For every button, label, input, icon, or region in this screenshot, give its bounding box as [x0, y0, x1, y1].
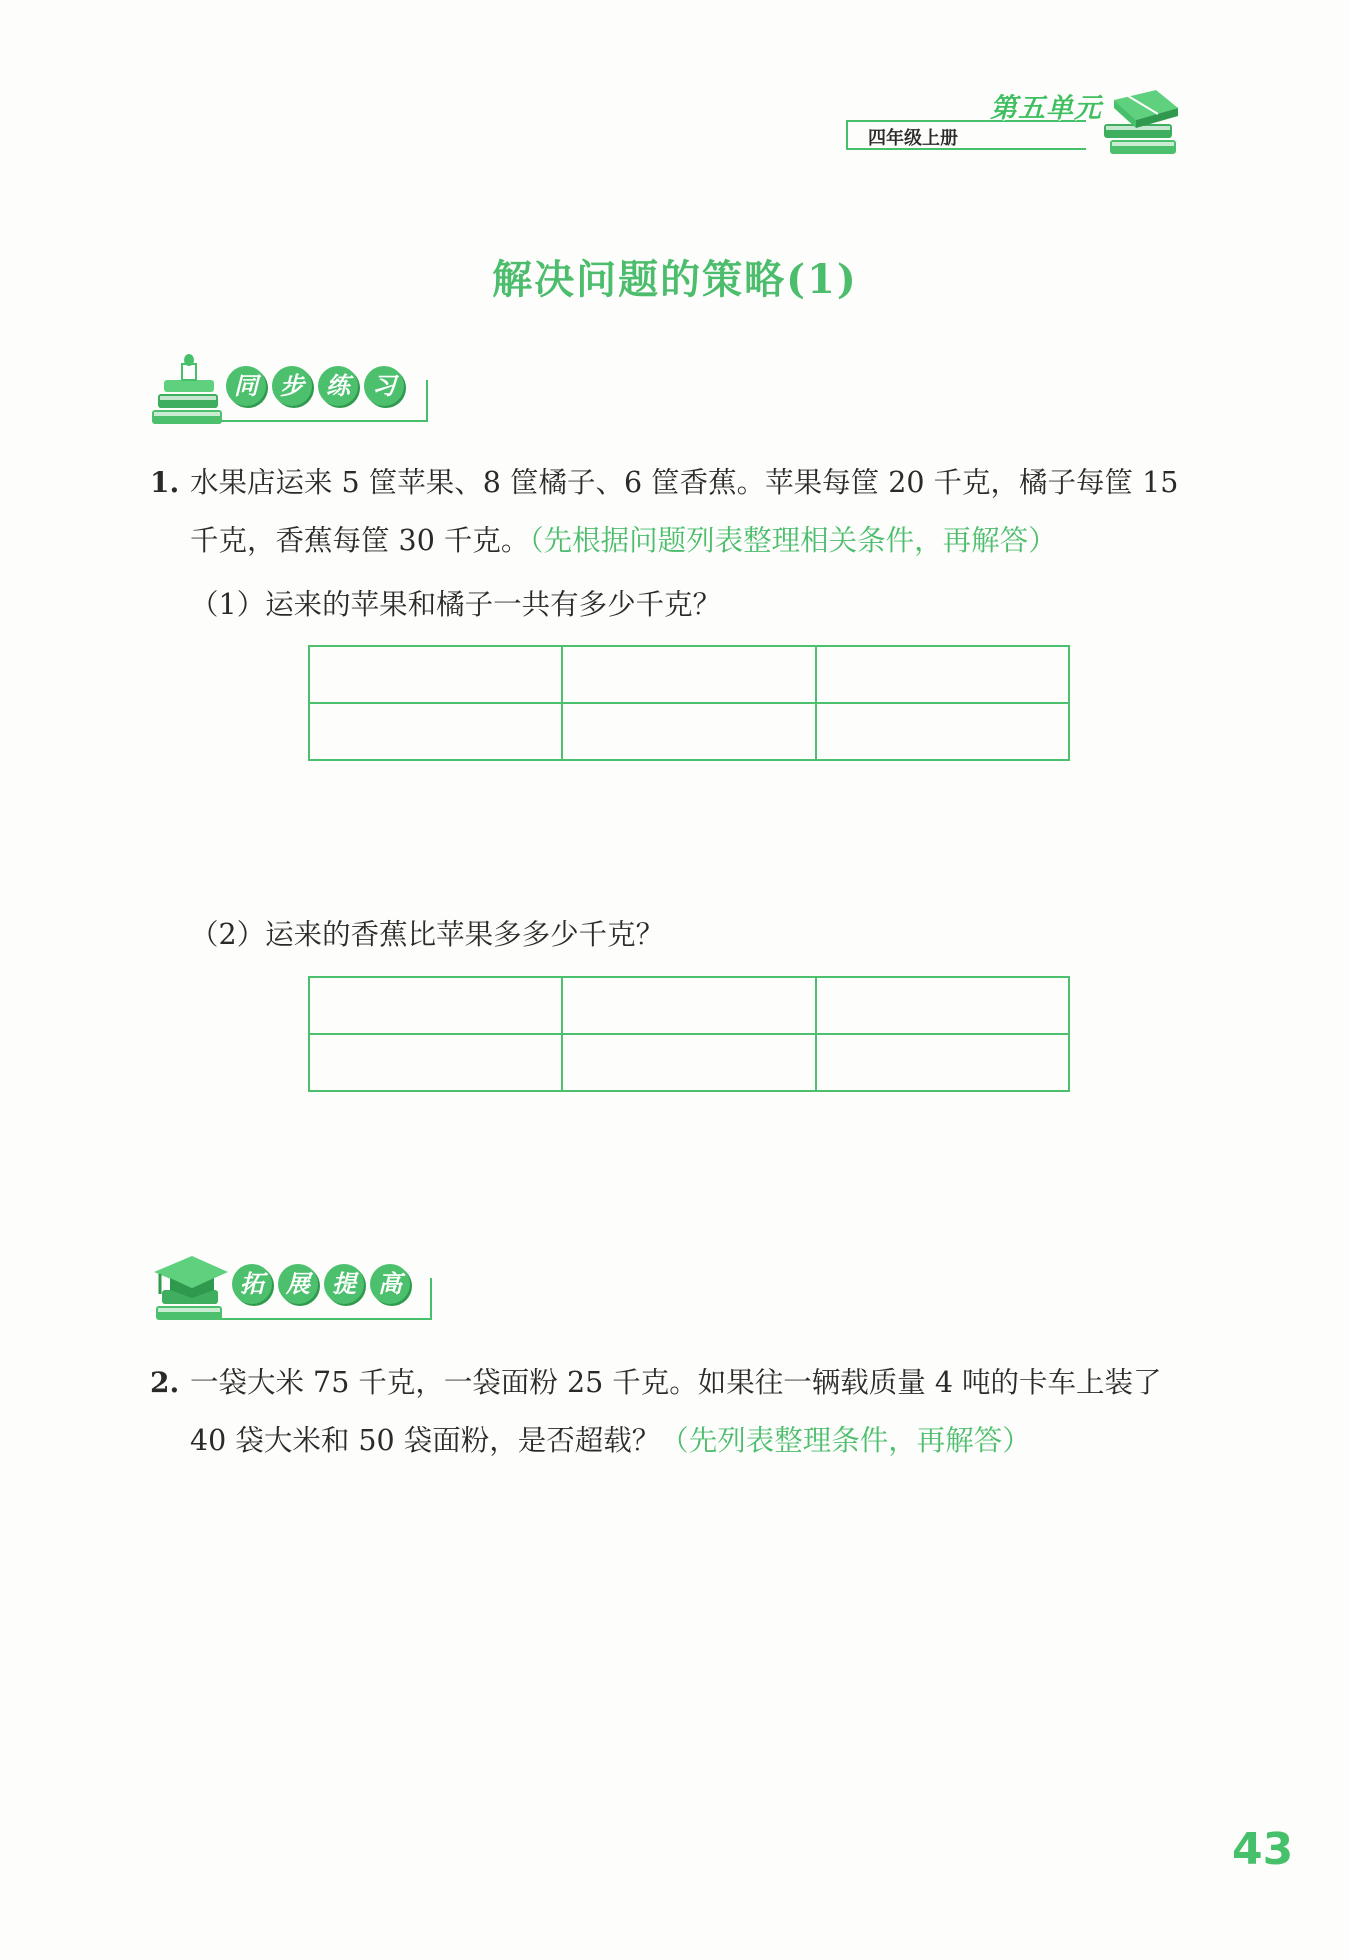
banner-char: 练 — [318, 366, 358, 406]
page-number: 43 — [1232, 1824, 1294, 1875]
banner-chars — [232, 1264, 410, 1304]
question-text: 水果店运来 5 筐苹果、8 筐橘子、6 筐香蕉。苹果每筐 20 千克，橘子每筐 15 千克，香蕉每筐 30 千克。 — [190, 466, 1179, 557]
banner-char: 高 — [370, 1264, 410, 1304]
table-cell[interactable] — [562, 646, 815, 703]
answer-table-2 — [308, 976, 1070, 1092]
table-cell[interactable] — [816, 703, 1069, 760]
unit-label: 第五单元 — [990, 93, 1102, 124]
question-hint: （先根据问题列表整理相关条件，再解答） — [529, 524, 1057, 557]
question-number: 2. — [150, 1366, 180, 1399]
banner-char: 展 — [278, 1264, 318, 1304]
grade-label: 四年级上册 — [868, 128, 958, 149]
question-2 — [150, 1354, 1200, 1470]
answer-table-1 — [308, 645, 1070, 761]
sub-question-2: （2）运来的香蕉比苹果多多少千克？ — [190, 918, 665, 951]
table-cell[interactable] — [816, 646, 1069, 703]
lamp-books-icon — [148, 352, 234, 432]
table-cell[interactable] — [309, 646, 562, 703]
section-banner-extension — [148, 1250, 438, 1330]
table-cell[interactable] — [309, 1034, 562, 1091]
banner-char: 同 — [226, 366, 266, 406]
section-banner-practice — [148, 352, 428, 432]
banner-char: 拓 — [232, 1264, 272, 1304]
banner-char: 步 — [272, 366, 312, 406]
table-cell[interactable] — [562, 977, 815, 1034]
banner-chars — [226, 366, 404, 406]
banner-char: 提 — [324, 1264, 364, 1304]
question-1 — [150, 454, 1200, 570]
question-number: 1. — [150, 466, 180, 499]
graduation-cap-icon — [148, 1250, 234, 1330]
sub-question-1: （1）运来的苹果和橘子一共有多少千克？ — [190, 588, 722, 621]
unit-header — [846, 86, 1186, 172]
books-stack-icon — [1098, 86, 1184, 166]
question-hint: （先列表整理条件，再解答） — [660, 1424, 1031, 1457]
table-cell[interactable] — [562, 1034, 815, 1091]
table-cell[interactable] — [816, 977, 1069, 1034]
table-cell[interactable] — [562, 703, 815, 760]
banner-char: 习 — [364, 366, 404, 406]
question-text: 一袋大米 75 千克，一袋面粉 25 千克。如果往一辆载质量 4 吨的卡车上装了 40 袋大米和 50 袋面粉，是否超载？ — [190, 1366, 1162, 1457]
table-cell[interactable] — [309, 977, 562, 1034]
page-title: 解决问题的策略(1) — [492, 256, 858, 303]
table-cell[interactable] — [816, 1034, 1069, 1091]
table-cell[interactable] — [309, 703, 562, 760]
